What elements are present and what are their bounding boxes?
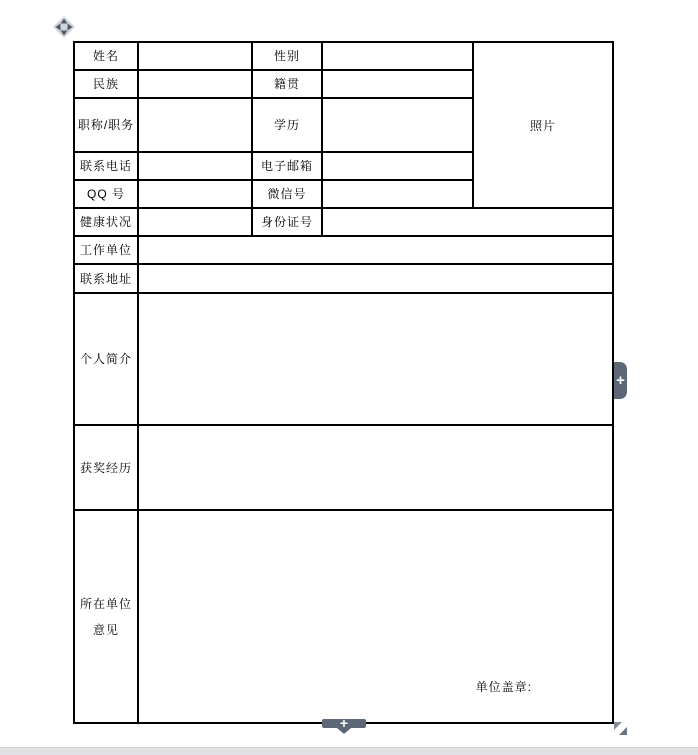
field-label-awards[interactable]: 获奖经历 xyxy=(74,425,138,510)
field-label-email[interactable]: 电子邮箱 xyxy=(252,152,322,180)
field-value-health[interactable] xyxy=(138,208,252,236)
table-row xyxy=(74,236,613,264)
field-value-awards[interactable] xyxy=(138,425,613,510)
field-label-education[interactable]: 学历 xyxy=(252,98,322,152)
field-value-gender[interactable] xyxy=(322,42,473,70)
field-label-address[interactable]: 联系地址 xyxy=(74,264,138,293)
field-value-id-number[interactable] xyxy=(322,208,613,236)
table-row xyxy=(74,425,613,510)
field-value-education[interactable] xyxy=(322,98,473,152)
field-label-qq[interactable]: QQ 号 xyxy=(74,180,138,208)
table-move-icon[interactable] xyxy=(53,16,75,38)
field-value-unit-opinion[interactable] xyxy=(138,510,613,723)
field-label-title-position[interactable]: 职称/职务 xyxy=(74,98,138,152)
field-label-gender[interactable]: 性别 xyxy=(252,42,322,70)
field-value-wechat[interactable] xyxy=(322,180,473,208)
personal-info-form-table xyxy=(73,41,614,724)
field-label-ethnicity[interactable]: 民族 xyxy=(74,70,138,98)
table-resize-icon[interactable] xyxy=(614,722,627,735)
table-row xyxy=(74,208,613,236)
field-value-work-unit[interactable] xyxy=(138,236,613,264)
field-value-native-place[interactable] xyxy=(322,70,473,98)
table-row xyxy=(74,264,613,293)
field-label-native-place[interactable]: 籍贯 xyxy=(252,70,322,98)
unit-seal-label: 单位盖章: xyxy=(475,680,532,694)
field-value-ethnicity[interactable] xyxy=(138,70,252,98)
field-value-title-position[interactable] xyxy=(138,98,252,152)
field-label-health[interactable]: 健康状况 xyxy=(74,208,138,236)
field-label-personal-intro[interactable]: 个人简介 xyxy=(74,293,138,425)
add-row-handle[interactable] xyxy=(322,715,366,731)
field-label-phone[interactable]: 联系电话 xyxy=(74,152,138,180)
plus-icon: + xyxy=(616,372,625,389)
field-value-email[interactable] xyxy=(322,152,473,180)
field-value-qq[interactable] xyxy=(138,180,252,208)
field-label-work-unit[interactable]: 工作单位 xyxy=(74,236,138,264)
table-row xyxy=(74,510,613,723)
photo-cell[interactable]: 照片 xyxy=(473,42,613,208)
field-value-personal-intro[interactable] xyxy=(138,293,613,425)
plus-icon: + xyxy=(339,715,349,731)
field-value-phone[interactable] xyxy=(138,152,252,180)
window-bottom-edge xyxy=(0,747,698,755)
table-row xyxy=(74,293,613,425)
add-column-handle[interactable] xyxy=(614,362,627,399)
field-label-wechat[interactable]: 微信号 xyxy=(252,180,322,208)
table-row xyxy=(74,42,613,70)
field-label-unit-opinion[interactable]: 所在单位意见 xyxy=(74,510,138,723)
field-value-name[interactable] xyxy=(138,42,252,70)
field-value-address[interactable] xyxy=(138,264,613,293)
field-label-id-number[interactable]: 身份证号 xyxy=(252,208,322,236)
field-label-name[interactable]: 姓名 xyxy=(74,42,138,70)
